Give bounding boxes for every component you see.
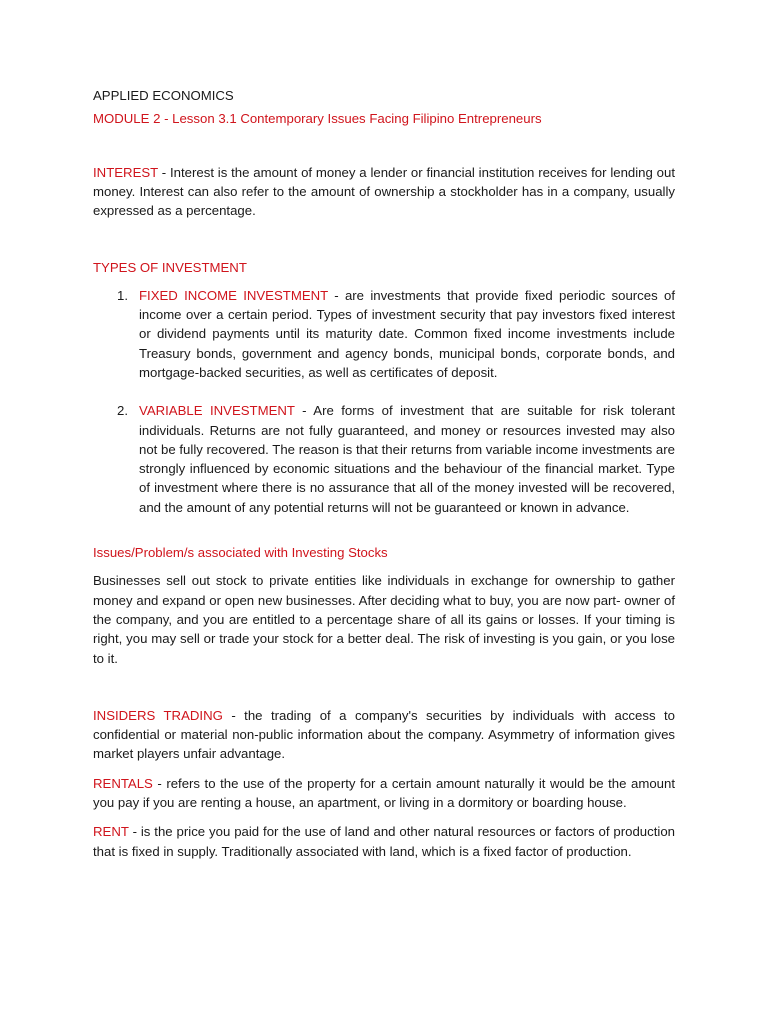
variable-investment-definition: - Are forms of investment that are suitable for risk tolerant individuals. Returns are not fully guaranteed, and money or resources invested may also not be fully recovered. The reason is that their returns from variable income investments are strongly influenced by economic situations and the behaviour of the financial market. Type of investment where there is no assurance that all of the money invested will be recovered, and the amount of any potential returns will not be guaranteed or known in advance. [139,403,675,515]
fixed-income-definition: - are investments that provide fixed periodic sources of income over a certain period. Types of investment security that pay investors fixed interest or dividend payments until its maturity date. Common fixed income investments include Treasury bonds, government and agency bonds, municipal bonds, corporate bonds, and mortgage-backed securities, as well as certificates of deposit. [139,287,675,380]
types-of-investment-heading: TYPES OF INVESTMENT [93,260,247,276]
insiders-trading-term: INSIDERS TRADING [93,707,223,723]
fixed-income-term: FIXED INCOME INVESTMENT [139,287,328,303]
issues-heading: Issues/Problem/s associated with Investing Stocks [93,545,388,561]
list-item [93,401,675,517]
issues-paragraph: Businesses sell out stock to private entities like individuals in exchange for ownership to gather money and expand or open new businesses. After deciding what to buy, you are now part- owner of the company, and you are entitled to a percentage share of all its gains or losses. If your timing is right, you may sell or trade your stock for a better deal. The risk of investing is you gain, or you lose to it. [93,573,675,666]
rentals-definition: - refers to the use of the property for a certain amount naturally it would be the amount you pay if you are renting a house, an apartment, or living in a dormitory or boarding house. [93,775,675,811]
list-number: 2. [117,403,128,419]
rent-paragraph [93,822,675,861]
variable-investment-term: VARIABLE INVESTMENT [139,403,295,419]
interest-term: INTEREST [93,164,158,180]
interest-definition: - Interest is the amount of money a lender or financial institution receives for lending out money. Interest can also refer to the amount of ownership a stockholder has in a company, usually expressed as a percentage. [93,164,675,219]
course-title: APPLIED ECONOMICS [93,88,234,103]
module-title: MODULE 2 - Lesson 3.1 Contemporary Issues Facing Filipino Entrepreneurs [93,111,542,127]
list-number: 1. [117,287,128,303]
document-page [93,86,675,861]
insiders-trading-definition: - the trading of a company's securities by individuals with access to confidential or material non-public information about the company. Asymmetry of information gives market players unfair advantage. [93,707,676,762]
rentals-paragraph [93,774,675,813]
investment-types-list [93,286,675,517]
rent-definition: - is the price you paid for the use of land and other natural resources or factors of production that is fixed in supply. Traditionally associated with land, which is a fixed factor of production. [93,824,675,859]
insiders-trading-paragraph [93,706,675,764]
rentals-term: RENTALS [93,775,153,791]
rent-term: RENT [93,824,129,840]
list-item [93,286,675,382]
interest-paragraph [93,163,675,221]
